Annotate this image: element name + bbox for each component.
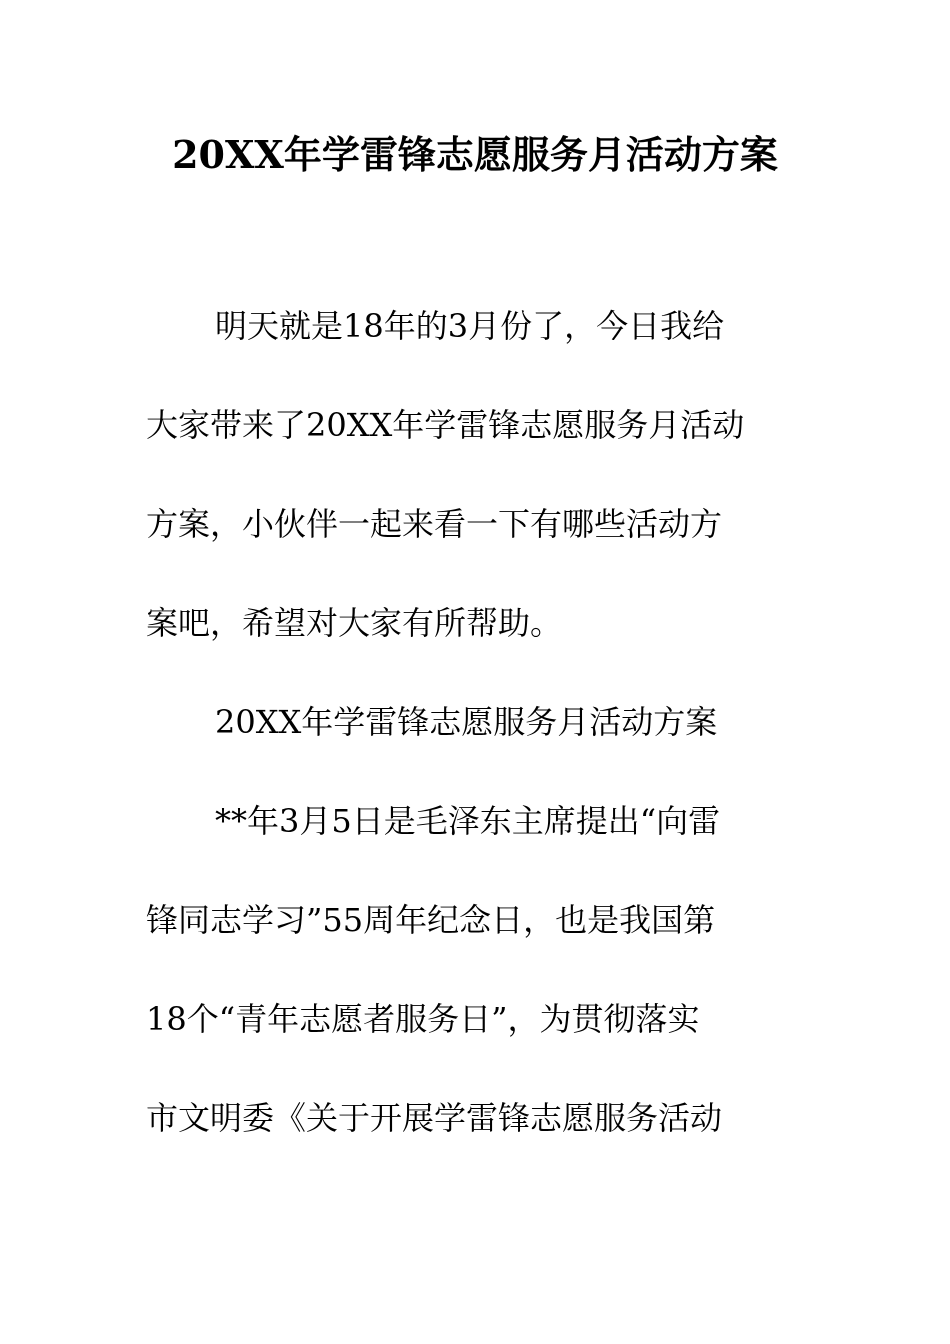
document-title: 20XX年学雷锋志愿服务月活动方案 [172,132,778,177]
subheading-line: 20XX年学雷锋志愿服务月活动方案 [215,703,718,741]
intro-line-3: 方案，小伙伴一起来看一下有哪些活动方 [146,505,723,543]
body-line-4: 市文明委《关于开展学雷锋志愿服务活动 [146,1099,723,1137]
intro-line-2: 大家带来了20XX年学雷锋志愿服务月活动 [146,406,745,444]
body-line-3: 18个“青年志愿者服务日”，为贯彻落实 [146,1000,700,1038]
intro-line-1: 明天就是18年的3月份了，今日我给 [215,307,725,345]
body-line-2: 锋同志学习”55周年纪念日，也是我国第 [146,901,716,939]
intro-line-4: 案吧，希望对大家有所帮助。 [146,604,563,642]
body-line-1: **年3月5日是毛泽东主席提出“向雷 [215,802,721,840]
